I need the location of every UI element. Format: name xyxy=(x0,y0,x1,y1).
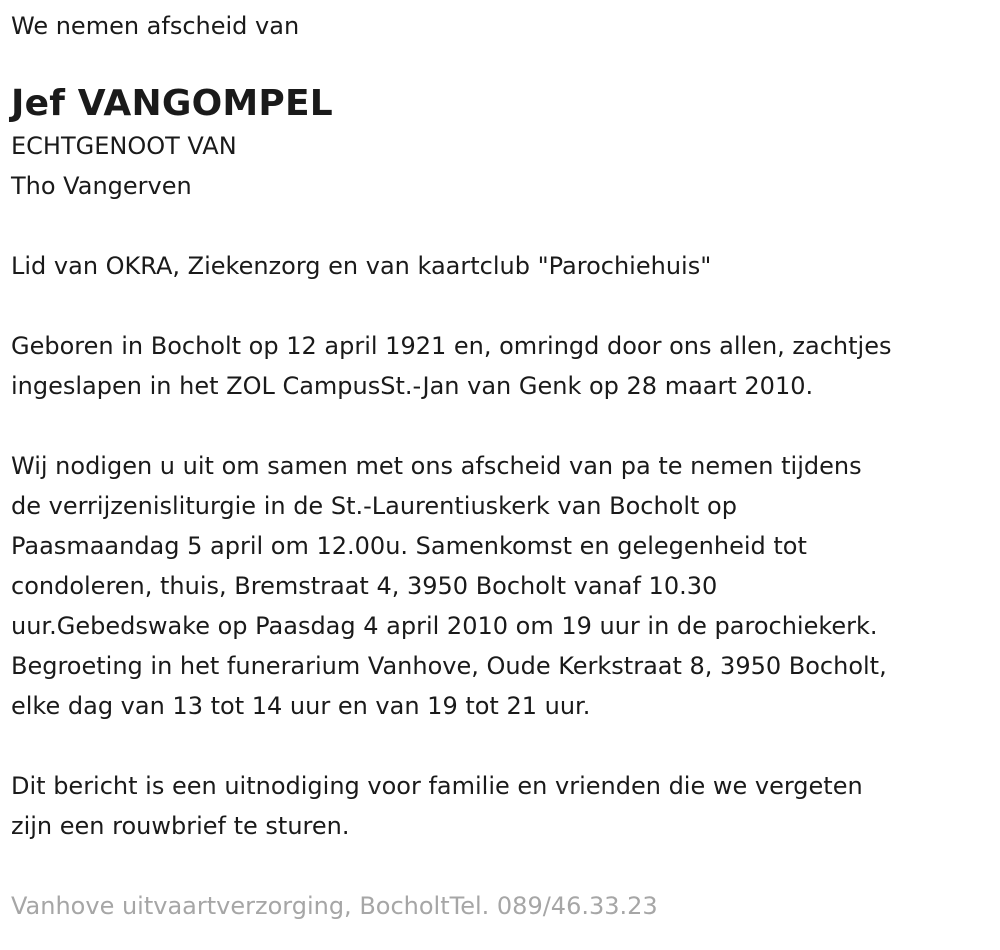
paragraph-spacer xyxy=(11,206,991,246)
ceremony-line: Wij nodigen u uit om samen met ons afscheid van pa te nemen tijdens xyxy=(11,452,862,480)
closing-paragraph xyxy=(11,766,991,846)
closing-line: Dit bericht is een uitnodiging voor familie en vrienden die we vergeten xyxy=(11,772,863,800)
relation-label: ECHTGENOOT VAN xyxy=(11,132,237,160)
deceased-name: Jef VANGOMPEL xyxy=(11,83,333,124)
intro-text: We nemen afscheid van xyxy=(11,12,300,40)
ceremony-line: elke dag van 13 tot 14 uur en van 19 tot 21 uur. xyxy=(11,692,591,720)
spouse-name: Tho Vangerven xyxy=(11,172,192,200)
ceremony-line: Begroeting in het funerarium Vanhove, Oude Kerkstraat 8, 3950 Bocholt, xyxy=(11,652,887,680)
paragraph-spacer xyxy=(11,286,991,326)
membership-text: Lid van OKRA, Ziekenzorg en van kaartclub "Parochiehuis" xyxy=(11,252,712,280)
ceremony-paragraph xyxy=(11,446,991,726)
closing-line: zijn een rouwbrief te sturen. xyxy=(11,812,350,840)
paragraph-spacer xyxy=(11,846,991,886)
birth-paragraph xyxy=(11,326,991,406)
paragraph-spacer xyxy=(11,406,991,446)
obituary-notice xyxy=(11,6,991,926)
ceremony-line: condoleren, thuis, Bremstraat 4, 3950 Bocholt vanaf 10.30 xyxy=(11,572,718,600)
ceremony-line: Paasmaandag 5 april om 12.00u. Samenkomst en gelegenheid tot xyxy=(11,532,807,560)
ceremony-line: uur.Gebedswake op Paasdag 4 april 2010 om 19 uur in de parochiekerk. xyxy=(11,612,878,640)
birth-line: Geboren in Bocholt op 12 april 1921 en, omringd door ons allen, zachtjes xyxy=(11,332,892,360)
funeral-home-footer: Vanhove uitvaartverzorging, BocholtTel. 089/46.33.23 xyxy=(11,892,658,920)
ceremony-line: de verrijzenisliturgie in de St.-Laurentiuskerk van Bocholt op xyxy=(11,492,737,520)
paragraph-spacer xyxy=(11,726,991,766)
birth-line: ingeslapen in het ZOL CampusSt.-Jan van Genk op 28 maart 2010. xyxy=(11,372,814,400)
